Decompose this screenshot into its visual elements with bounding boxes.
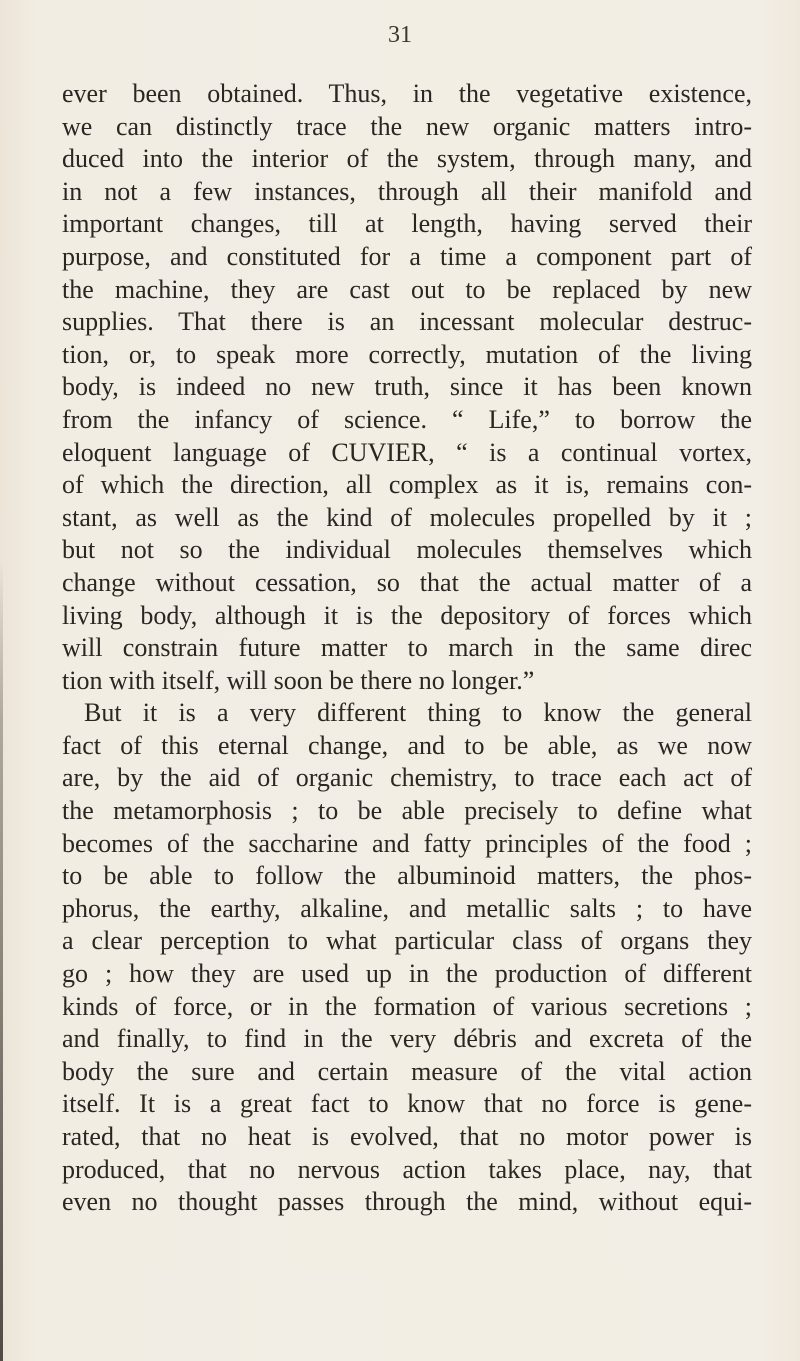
text-line: supplies. That there is an incessant molecular destruc- bbox=[62, 307, 752, 337]
text-line: purpose, and constituted for a time a component part of bbox=[62, 241, 752, 271]
text-line: of which the direction, all complex as it is, remains con- bbox=[62, 470, 752, 500]
text-line: go ; how they are used up in the production of different bbox=[62, 959, 752, 989]
text-line: becomes of the saccharine and fatty principles of the food ; bbox=[62, 828, 752, 858]
text-line: and finally, to find in the very débris and excreta of the bbox=[62, 1024, 752, 1054]
text-line: but not so the individual molecules themselves which bbox=[62, 535, 752, 565]
text-line: a clear perception to what particular class of organs they bbox=[62, 926, 752, 956]
text-line: produced, that no nervous action takes place, nay, that bbox=[62, 1154, 752, 1184]
text-line: living body, although it is the depository of forces which bbox=[62, 600, 752, 630]
text-line-paragraph-start: But it is a very different thing to know the general bbox=[84, 698, 752, 728]
text-line: are, by the aid of organic chemistry, to trace each act of bbox=[62, 763, 752, 793]
body-text bbox=[62, 78, 752, 1219]
text-line: tion, or, to speak more correctly, mutation of the living bbox=[62, 339, 752, 369]
text-line: change without cessation, so that the actual matter of a bbox=[62, 567, 752, 597]
text-line: from the infancy of science. “ Life,” to borrow the bbox=[62, 404, 752, 434]
text-line: in not a few instances, through all their manifold and bbox=[62, 176, 752, 206]
text-line: eloquent language of CUVIER, “ is a continual vortex, bbox=[62, 437, 752, 467]
text-line: kinds of force, or in the formation of various secretions ; bbox=[62, 991, 752, 1021]
text-line: the machine, they are cast out to be replaced by new bbox=[62, 274, 752, 304]
text-line: will constrain future matter to march in the same direc bbox=[62, 633, 752, 663]
text-line: stant, as well as the kind of molecules propelled by it ; bbox=[62, 502, 752, 532]
page-edge-shadow bbox=[0, 560, 3, 1361]
text-line: to be able to follow the albuminoid matters, the phos- bbox=[62, 861, 752, 891]
text-line: important changes, till at length, having served their bbox=[62, 209, 752, 239]
text-line: fact of this eternal change, and to be able, as we now bbox=[62, 730, 752, 760]
text-line: the metamorphosis ; to be able precisely to define what bbox=[62, 796, 752, 826]
text-line: tion with itself, will soon be there no longer.” bbox=[62, 665, 535, 695]
text-line: ever been obtained. Thus, in the vegetative existence, bbox=[62, 79, 752, 108]
text-line: phorus, the earthy, alkaline, and metallic salts ; to have bbox=[62, 893, 752, 923]
text-line: body the sure and certain measure of the vital action bbox=[62, 1056, 752, 1086]
text-line: we can distinctly trace the new organic matters intro- bbox=[62, 111, 752, 141]
text-line: even no thought passes through the mind, without equi- bbox=[62, 1187, 752, 1217]
text-line: body, is indeed no new truth, since it has been known bbox=[62, 372, 752, 402]
text-line: rated, that no heat is evolved, that no motor power is bbox=[62, 1122, 752, 1151]
page-number: 31 bbox=[388, 22, 412, 48]
text-line: duced into the interior of the system, through many, and bbox=[62, 144, 752, 174]
text-line: itself. It is a great fact to know that no force is gene- bbox=[62, 1089, 752, 1119]
